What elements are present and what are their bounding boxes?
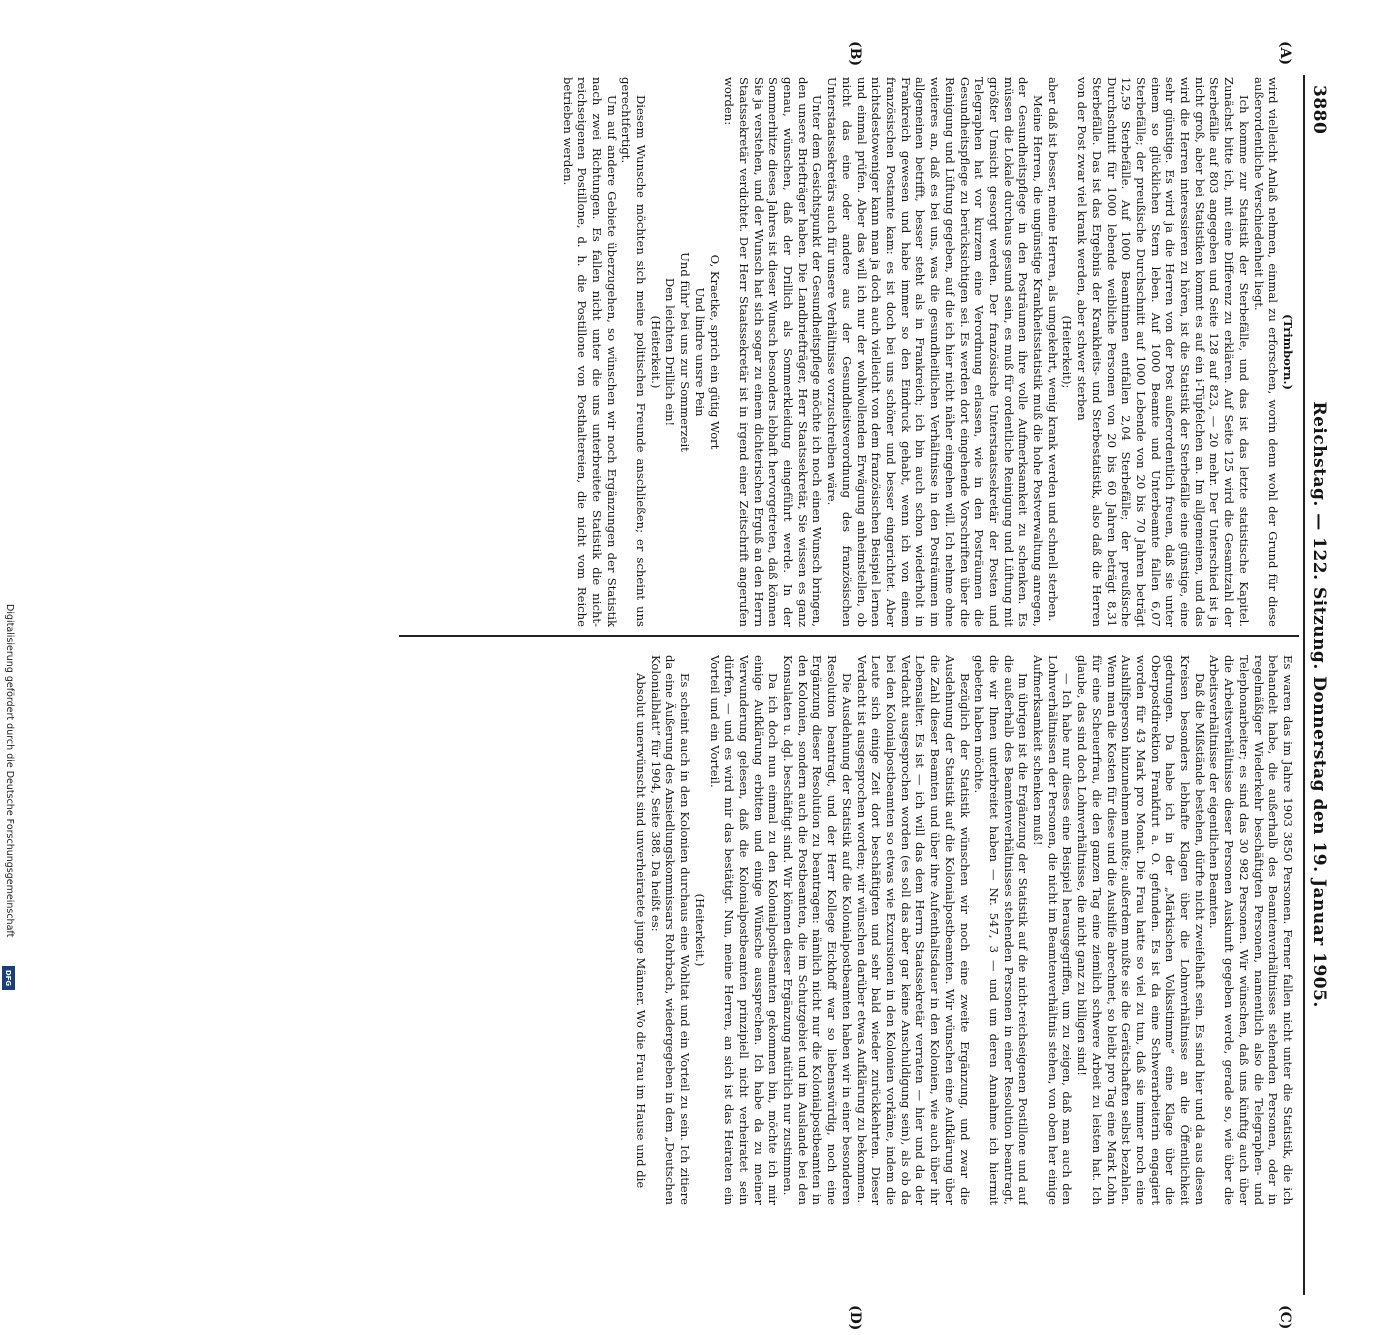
column-divider xyxy=(399,635,1299,637)
margin-marker-d: (D) xyxy=(847,1305,863,1331)
funding-credit xyxy=(2,604,16,996)
credit-text: Digitalisierung gefördert durch die Deutsche Forschungsgemeinschaft xyxy=(4,604,15,938)
right-text-column xyxy=(405,655,1295,1205)
paragraph: Meine Herren, die ungünstige Krankheitsstatistik muß die hohe Postverwaltung anregen, der Gesundheitspflege in den Posträumen ihre volle Aufmerksamkeit zu schenken. Es müssen die Lokale durchaus gesund sein, es muß für ordentliche Reinigung und Lüftung mit größter Umsicht gesorgt werden. Der französische Unterstaatssekretär der Posten und Telegraphen hat vor kurzem eine Verordnung erlassen, wie in den Posträumen die Gesundheitspflege zu berücksichtigen sei. Es werden dort eingehende Vorschriften über die Reinigung und Lüftung gegeben, auf die ich hier nicht näher eingehen will. Ich nehme ohne weiteres an, daß es bei uns, was die gesundheitlichen Verhältnisse in den Posträumen im allgemeinen betrifft, besser steht als in Frankreich; ich bin auch schon wiederholt in Frankreich gewesen und habe immer so den Eindruck gehabt, wenn ich von einem französischen Postamte kam: es ist doch bei uns schöner und besser eingerichtet. Aber nichtsdestoweniger kann man ja doch auch vielleicht von dem französischen Beispiel lernen und einmal prüfen. Aber das will ich nur der wohlwollenden Erwägung anheimstellen, ob nicht das eine oder andere aus der Gesundheitsverordnung des französischen Unterstaatssekretärs auch für unsere Verhältnisse vorzuschreiben wäre. xyxy=(825,77,1046,627)
left-text-column xyxy=(405,77,1295,627)
verse-line: Und führ' bei uns zur Sommerzeit xyxy=(678,252,693,452)
paragraph: Es waren das im Jahre 1903 3850 Personen. Ferner fallen nicht unter die Statistik, die ich behandelt habe, die außerhalb des Beamtenverhältnisses stehenden Personen, oder in regelmäßiger Wiederkehr beschäftigten Personen, namentlich also die Telegraphen- und Telephonarbeiter; es sind das 30 982 Personen. Wir wünschen, daß uns künftig auch über die Arbeitsverhältnisse dieser Personen Auskunft gegeben werde, gerade so, wie über die Arbeitsverhältnisse der eigentlichen Beamten. xyxy=(1207,655,1295,1205)
interjection: (Heiterkeit.) xyxy=(648,315,663,389)
quotation: Absolut unerwünscht sind unverheiratete junge Männer. Wo die Frau im Hause und die xyxy=(634,673,649,1189)
interjection: (Heiterkeit); xyxy=(1060,315,1075,389)
margin-marker-a: (A) xyxy=(1277,41,1293,66)
verse-line: Und lindre unsre Pein xyxy=(692,287,707,417)
margin-marker-b: (B) xyxy=(847,41,863,67)
paragraph: Daß die Mißstände bestehen, dürfte nicht zweifelhaft sein. Es sind hier und da aus diesen Kreisen besonders lebhafte Klagen über die Lohnverhältnisse an die Öffentlichkeit gedrungen. Da habe ich in der „Märkischen Volksstimme“ eine Klage über die Oberpostdirektion Frankfurt a. O. gefunden. Es ist da eine Schwerarbeiterin engagiert worden für 43 Mark pro Monat. Die Frau hatte so viel zu tun, daß sie immer noch eine Aushilfsperson hinzunehmen mußte; außerdem mußte sie die Gerätschaften selbst bezahlen. Wenn man die Kosten für diese und die Aushilfe abrechnet, so bleibt pro Tag eine Mark Lohn für eine Scheuerfrau, die den ganzen Tag eine ziemlich schwere Arbeit zu leisten hat. Ich glaube, das sind doch Lohnverhältnisse, die nicht ganz zu billigen sind! xyxy=(1075,655,1207,1205)
verse-line: Den leichten Drillich ein! xyxy=(663,277,678,427)
interjection: (Heiterkeit.) xyxy=(692,893,707,967)
header-rule xyxy=(1303,75,1305,1295)
page-header xyxy=(1309,85,1335,1275)
page-number: 3880 xyxy=(1309,85,1329,135)
paragraph: Bezüglich der Statistik wünschen wir noch eine zweite Ergänzung, und zwar die Ausdehnung der Statistik auf die Kolonialpostbeamten. Wir wünschen eine Aufklärung über die Zahl dieser Beamten und über ihre Aufenthaltsdauer in den Kolonien, wie auch über ihr Lebensalter. Es ist — ich will das dem Herrn Staatssekretär verraten — hier und da der Verdacht ausgesprochen worden (es soll das aber gar keine Anschuldigung sein), als ob da bei den Kolonialpostbeamten so etwas wie Exzursionen in den Kolonien vorkäme, indem die Leute sich einige Zeit dort beschäftigten und sehr bald wieder zurückkehrten. Dieser Verdacht ist ausgesprochen worden; wir wünschen darüber etwas Aufklärung zu bekommen. xyxy=(854,655,972,1205)
verse-line: O, Kraetke, sprich ein gütig Wort xyxy=(707,254,722,450)
paragraph: Es scheint auch in den Kolonien durchaus eine Wohltat und ein Vorteil zu sein. Ich zitiere da eine Äußerung des Ansiedlungskommissars Rohrbach, wiedergegeben in dem „Deutschen Kolonialblatt“ für 1904, Seite 388. Da heißt es: xyxy=(648,655,693,1205)
paragraph: Im übrigen ist die Ergänzung der Statistik auf die nicht-reichseigenen Postillone und auf die außerhalb des Beamtenverhältnisses stehenden Personen in einer Resolution beantragt, die wir Ihnen unterbreitet haben — Nr. 547, 3 — und um deren Annahme ich hiermit gebeten haben möchte. xyxy=(972,655,1031,1205)
paragraph: Diesem Wunsche möchten sich meine politischen Freunde anschließen; er scheint uns gerechtfertigt. xyxy=(619,77,649,627)
paragraph: wird vielleicht Anlaß nehmen, einmal zu erforschen, worin denn wohl der Grund für diese außerordentliche Verschiedenheit liegt. xyxy=(1251,77,1281,627)
paragraph: Da ich doch nun einmal zu den Kolonialpostbeamten gekommen bin, möchte ich mir einige Aufklärung erbitten und einige Wünsche aussprechen. Ich habe da zu meiner Verwunderung gelesen, daß die Kolonialpostbeamten prinzipiell nicht verheiratet sein dürfen, — und es wird mir das bestätigt. Nun, meine Herren, an sich ist das Heiraten ein Vorteil und ein Vorteil. xyxy=(707,655,781,1205)
rotated-document-page xyxy=(395,35,1335,1335)
dfg-logo-label: DFG xyxy=(4,969,13,987)
margin-marker-c: (C) xyxy=(1277,1305,1293,1330)
paragraph: Die Ausdehnung der Statistik auf die Kolonialpostbeamten haben wir in einer besonderen Resolution beantragt, und der Herr Kollege Eickhoff war so liebenswürdig, noch eine Ergänzung dieser Resolution zu beantragen: nämlich nicht nur die Kolonialpostbeamten in den Kolonien, sondern auch die Postbeamten, die im Schutzgebiet und im Auslande bei den Konsulaten u. dgl. beschäftigt sind. Wir können dieser Ergänzung natürlich nur zustimmen. xyxy=(781,655,854,1205)
paragraph: Unter dem Gesichtspunkt der Gesundheitspflege möchte ich noch einen Wunsch bringen, den unsere Briefträger haben. Die Landbriefträger, Herr Staatssekretär, Sie wissen es ganz genau, wünschen, daß der Drillich als Sommerkleidung eingeführt werde. In der Sommerhitze dieses Jahres ist dieser Wunsch besonders lebhaft hervorgetreten, daß können Sie ja verstehen, und der Wunsch hat sich sogar zu einem dichterischen Erguß an den Herrn Staatssekretär verdichtet. Der Herr Staatssekretär ist in irgend einer Zeitschrift angerufen worden: xyxy=(722,77,825,627)
page-title: Reichstag. — 122. Sitzung. Donnerstag den 19. Januar 1905. xyxy=(1309,401,1329,1008)
paragraph: — Ich habe nur dieses eine Beispiel herausgegriffen, um zu zeigen, daß man auch den Lohnverhältnissen der Personen, die nicht im Beamtenverhältnis stehen, von oben her einige Aufmerksamkeit schenken muß! xyxy=(1031,655,1075,1205)
paragraph: Um auf andere Gebiete überzugehen, so wünschen wir noch Ergänzungen der Statistik nach zwei Richtungen. Es fallen nicht unter die uns unterbreitete Statistik die nicht-reichseigenen Postillone, d. h. die Postillone von Posthaltereien, die nicht vom Reiche betrieben werden. xyxy=(560,77,619,627)
paragraph: aber daß ist besser, meine Herren, als umgekehrt, wenig krank werden und schnell sterben. xyxy=(1045,77,1060,622)
paragraph: Ich komme zur Statistik der Sterbefälle, und das ist das letzte statistische Kapitel. Zunächst bitte ich, mit eine Differenz zu erklären. Auf Seite 125 wird die Gesamtzahl der Sterbefälle auf 803 angegeben und Seite 128 auf 823, — 20 mehr. Der Unterschied ist ja nicht groß, aber bei Statistiken kommt es auf ein i-Tüpfelchen an. Im allgemeinen, und das wird die Herren interessieren zu hören, ist die Statistik der Sterbefälle eine günstige, eine sehr günstige. Es wird ja die Herren von der Post außerordentlich freuen, daß sie unter einem so glücklichen Stern leben. Auf 1000 Beamte und Unterbeamte fallen 6,07 Sterbefälle; der preußische Durchschnitt auf 1000 Lebende von 20 bis 70 Jahren beträgt 12,59 Sterbefälle. Auf 1000 Beamtinnen entfallen 2,04 Sterbefälle; der preußische Durchschnitt für 1000 lebende weibliche Personen von 20 bis 60 Jahren beträgt 8,31 Sterbefälle. Das ist das Ergebnis der Krankheits- und Sterbestatistik, also daß die Herren von der Post zwar viel krank werden, aber schwer sterben xyxy=(1075,77,1251,627)
speaker-name: (Trimborn.) xyxy=(1281,314,1295,390)
dfg-logo-icon xyxy=(2,966,15,990)
